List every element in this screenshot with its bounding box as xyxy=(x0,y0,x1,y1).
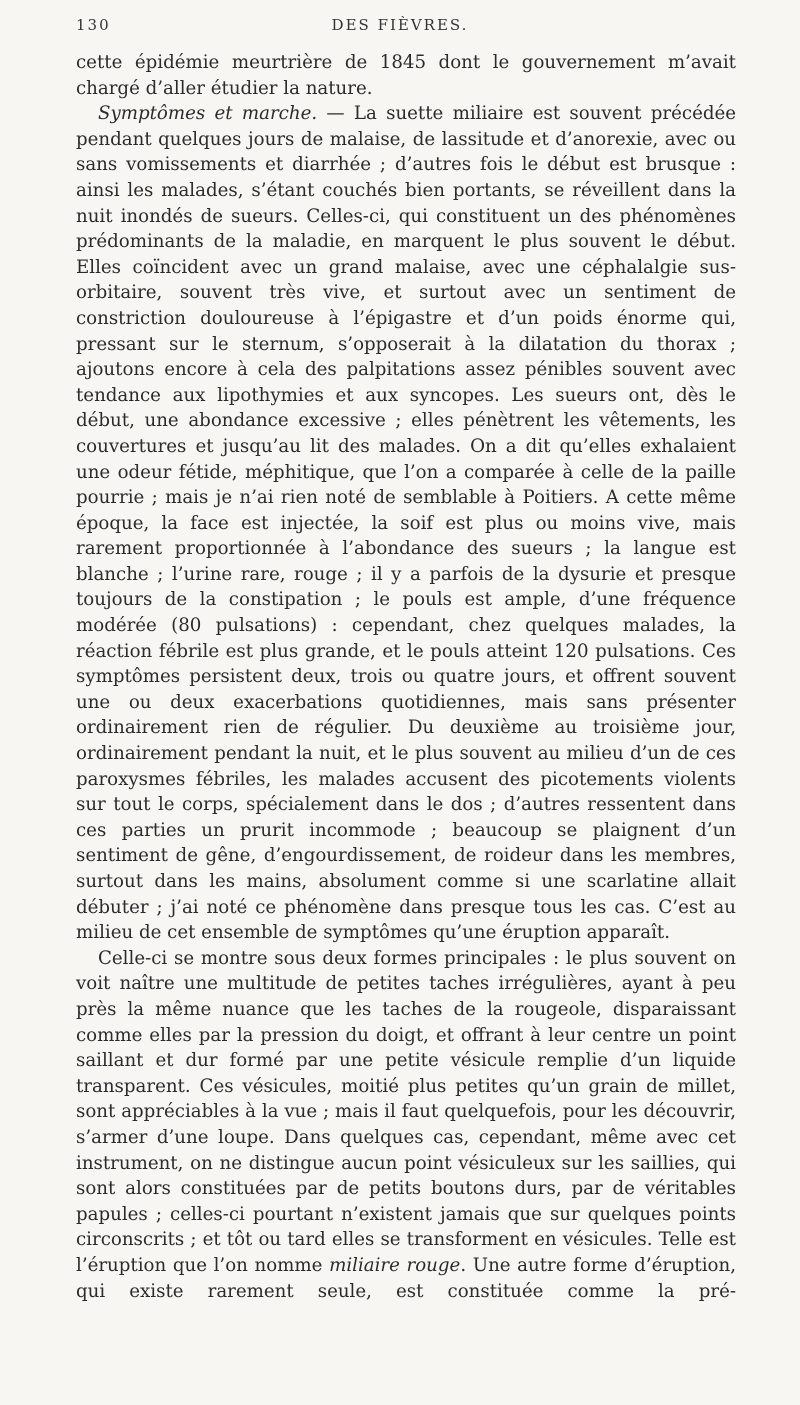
italic-term: miliaire rouge xyxy=(329,1254,461,1276)
paragraph xyxy=(76,50,736,101)
running-title: DES FIÈVRES. xyxy=(331,16,469,34)
running-header xyxy=(76,16,724,40)
paragraph-text: Celle-ci se montre sous deux formes principales : le plus souvent on voit naître une multitude de petites taches irrégulières, ayant à peu près la même nuance que les taches de la rougeole, disparaissant comme elles par la pression du doigt, et offrant à leur centre un point saillant et dur formé par une petite vésicule remplie d’un liquide transparent. Ces vésicules, moitié plus petites qu’un grain de millet, sont appréciables à la vue ; mais il faut quelquefois, pour les découvrir, s’armer d’une loupe. Dans quelques cas, cependant, même avec cet instrument, on ne distingue aucun point vésiculeux sur les saillies, qui sont alors constituées par de petits boutons durs, par de véritables papules ; celles-ci pourtant n’existent jamais que sur quelques points circonscrits ; et tôt ou tard elles se transforment en vésicules. Telle est l’éruption que l’on nomme xyxy=(76,947,736,1276)
paragraph-text: cette épidémie meurtrière de 1845 dont le gouvernement m’avait chargé d’aller étudier la nature. xyxy=(76,52,736,99)
paragraph xyxy=(76,101,736,946)
paragraph-text: — La suette miliaire est souvent précédée pendant quelques jours de malaise, de lassitude et d’anorexie, avec ou sans vomissements et diarrhée ; d’autres fois le début est brusque : ainsi les malades, s’étant couchés bien portants, se réveillent dans la nuit inondés de sueurs. Celles-ci, qui constituent un des phénomènes prédominants de la maladie, en marquent le plus souvent le début. Elles coïncident avec un grand malaise, avec une céphalalgie sus-orbitaire, souvent très vive, et surtout avec un sentiment de constriction douloureuse à l’épigastre et d’un poids énorme qui, pressant sur le sternum, s’opposerait à la dilatation du thorax ; ajoutons encore à cela des palpitations assez pénibles souvent avec tendance aux lipothymies et aux syncopes. Les sueurs ont, dès le début, une abondance excessive ; elles pénètrent les vêtements, les couvertures et jusqu’au lit des malades. On a dit qu’elles exhalaient une odeur fétide, méphitique, que l’on a comparée à celle de la paille pourrie ; mais je n’ai rien noté de semblable à Poitiers. A cette même époque, la face est injectée, la soif est plus ou moins vive, mais rarement proportionnée à l’abondance des sueurs ; la langue est blanche ; l’urine rare, rouge ; il y a parfois de la dysurie et presque toujours de la constipation ; le pouls est ample, d’une fréquence modérée (80 pulsations) : cependant, chez quelques malades, la réaction fébrile est plus grande, et le pouls atteint 120 pulsations. Ces symptômes persistent deux, trois ou quatre jours, et offrent souvent une ou deux exacerbations quotidiennes, mais sans présenter ordinairement rien de régulier. Du deuxième au troisième jour, ordinairement pendant la nuit, et le plus souvent au milieu d’un de ces paroxysmes fébriles, les malades accusent des picotements violents sur tout le corps, spécialement dans le dos ; d’autres ressentent dans ces parties un prurit incommode ; beaucoup se plaignent d’un sentiment de gêne, d’engourdissement, de roideur dans les membres, surtout dans les mains, absolument comme si une scarlatine allait débuter ; j’ai noté ce phénomène dans presque tous les cas. C’est au milieu de cet ensemble de symptômes qu’une éruption apparaît. xyxy=(76,103,736,944)
body-text xyxy=(76,50,736,1304)
page-number: 130 xyxy=(76,16,111,34)
section-heading: Symptômes et marche. xyxy=(98,103,318,125)
paragraph xyxy=(76,946,736,1304)
paragraph-text: . Une autre forme d’éruption, qui existe rarement seule, est constituée comme la pré- xyxy=(76,1254,736,1302)
